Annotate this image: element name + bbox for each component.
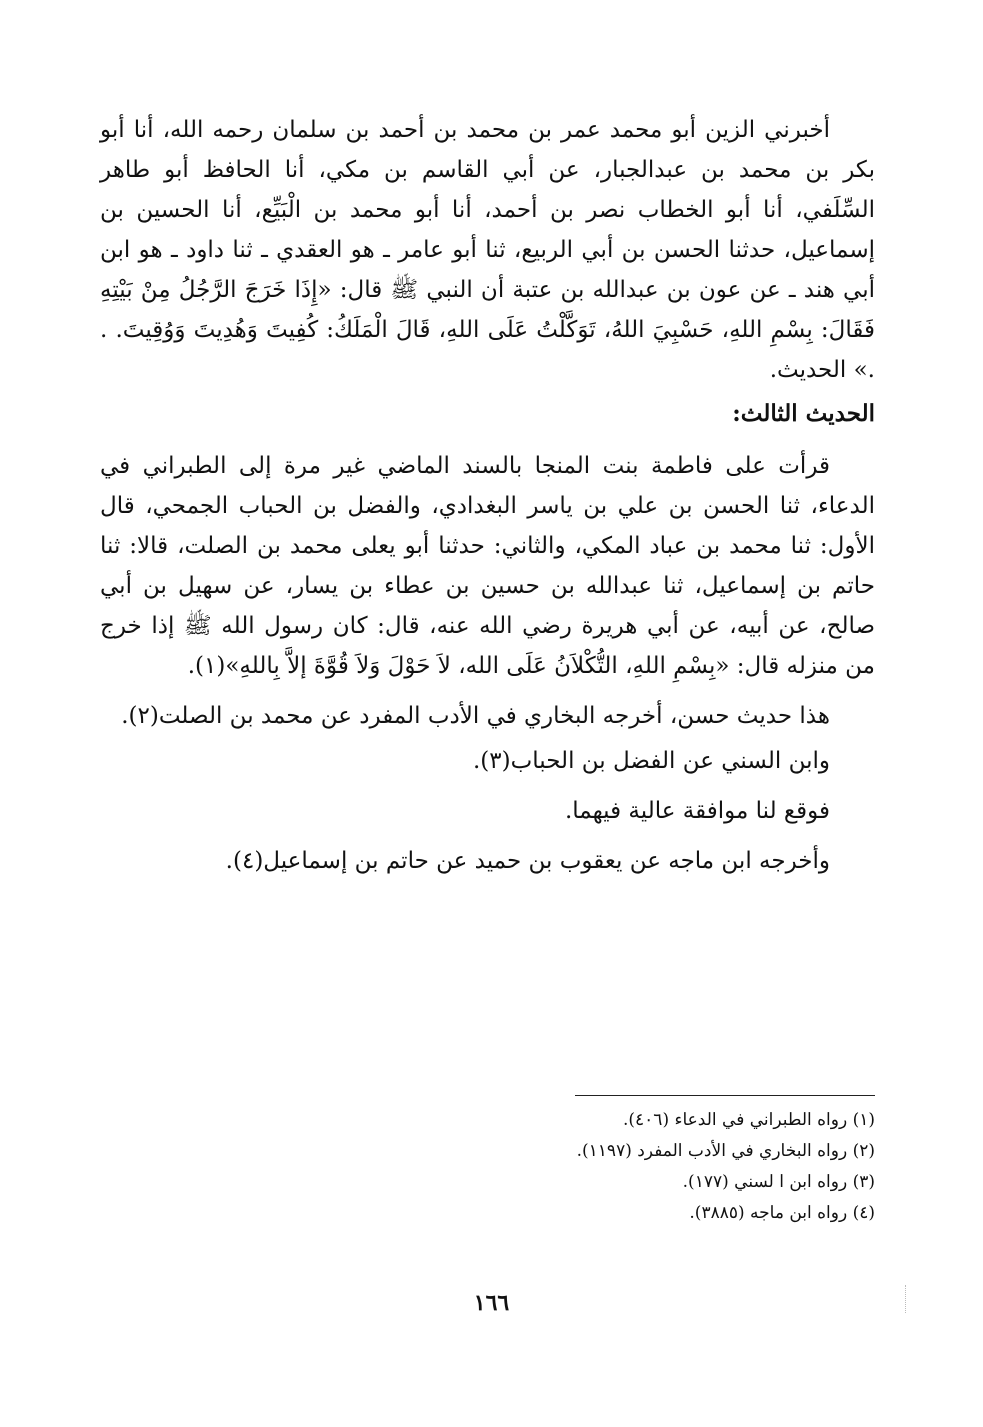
footnote-1: (١) رواه الطبراني في الدعاء (٤٠٦). — [623, 1110, 875, 1130]
paragraph-hadith-3: قرأت على فاطمة بنت المنجا بالسند الماضي غير مرة إلى الطبراني في الدعاء، ثنا الحسن بن علي بن ياسر البغدادي، والفضل بن الحباب الجمحي، قال الأول: ثنا محمد بن عباد المكي، والثاني: حدثنا أبو يعلى محمد بن الصلت، قالا: ثنا حاتم بن إسماعيل، ثنا عبدالله بن حسين بن عطاء بن يسار، عن سهيل بن أبي صالح، عن أبيه، عن أبي هريرة رضي الله عنه، قال: كان رسول الله ﷺ إذا خرج من منزله قال: «بِسْمِ اللهِ، التُّكْلاَنُ عَلَى الله، لاَ حَوْلَ وَلاَ قُوَّةَ إلاَّ بِاللهِ»(١). — [100, 453, 875, 679]
line-ibn-sunni: وابن السني عن الفضل بن الحباب(٣). — [472, 748, 830, 774]
scan-edge-mark — [905, 1285, 908, 1313]
paragraph-grading: هذا حديث حسن، أخرجه البخاري في الأدب المفرد عن محمد بن الصلت(٢). — [121, 703, 830, 729]
page-number: ١٦٦ — [473, 1290, 510, 1316]
footnote-3: (٣) رواه ابن ا لسني (١٧٧). — [682, 1172, 875, 1192]
main-text — [100, 110, 875, 886]
footnote-2: (٢) رواه البخاري في الأدب المفرد (١١٩٧). — [576, 1141, 875, 1161]
page-body — [100, 110, 875, 886]
paragraph-isnad-1: أخبرني الزين أبو محمد عمر بن محمد بن أحمد بن سلمان رحمه الله، أنا أبو بكر بن محمد بن عبدالجبار، عن أبي القاسم بن مكي، أنا الحافظ أبو طاهر السِّلَفي، أنا أبو الخطاب نصر بن أحمد، أنا أبو محمد بن الْبَيِّع، أنا الحسين بن إسماعيل، حدثنا الحسن بن أبي الربيع، ثنا أبو عامر ـ هو العقدي ـ ثنا داود ـ هو ابن أبي هند ـ عن عون بن عبدالله بن عتبة أن النبي ﷺ قال: «إِذَا خَرَجَ الرَّجُلُ مِنْ بَيْتِهِ فَقَالَ: بِسْمِ اللهِ، حَسْبِيَ اللهُ، تَوَكَّلْتُ عَلَى اللهِ، قَالَ الْمَلَكُ: كُفِيتَ وَهُدِيتَ وَوُقِيتَ. . .» الحديث. — [100, 117, 875, 383]
footnote-divider — [575, 1095, 875, 1096]
section-heading: الحديث الثالث: — [732, 400, 875, 427]
line-muwafaqa: فوقع لنا موافقة عالية فيهما. — [564, 798, 830, 824]
footnotes — [175, 1105, 875, 1229]
line-ibn-majah: وأخرجه ابن ماجه عن يعقوب بن حميد عن حاتم بن إسماعيل(٤). — [225, 848, 830, 874]
footnote-4: (٤) رواه ابن ماجه (٣٨٨٥). — [689, 1203, 875, 1223]
